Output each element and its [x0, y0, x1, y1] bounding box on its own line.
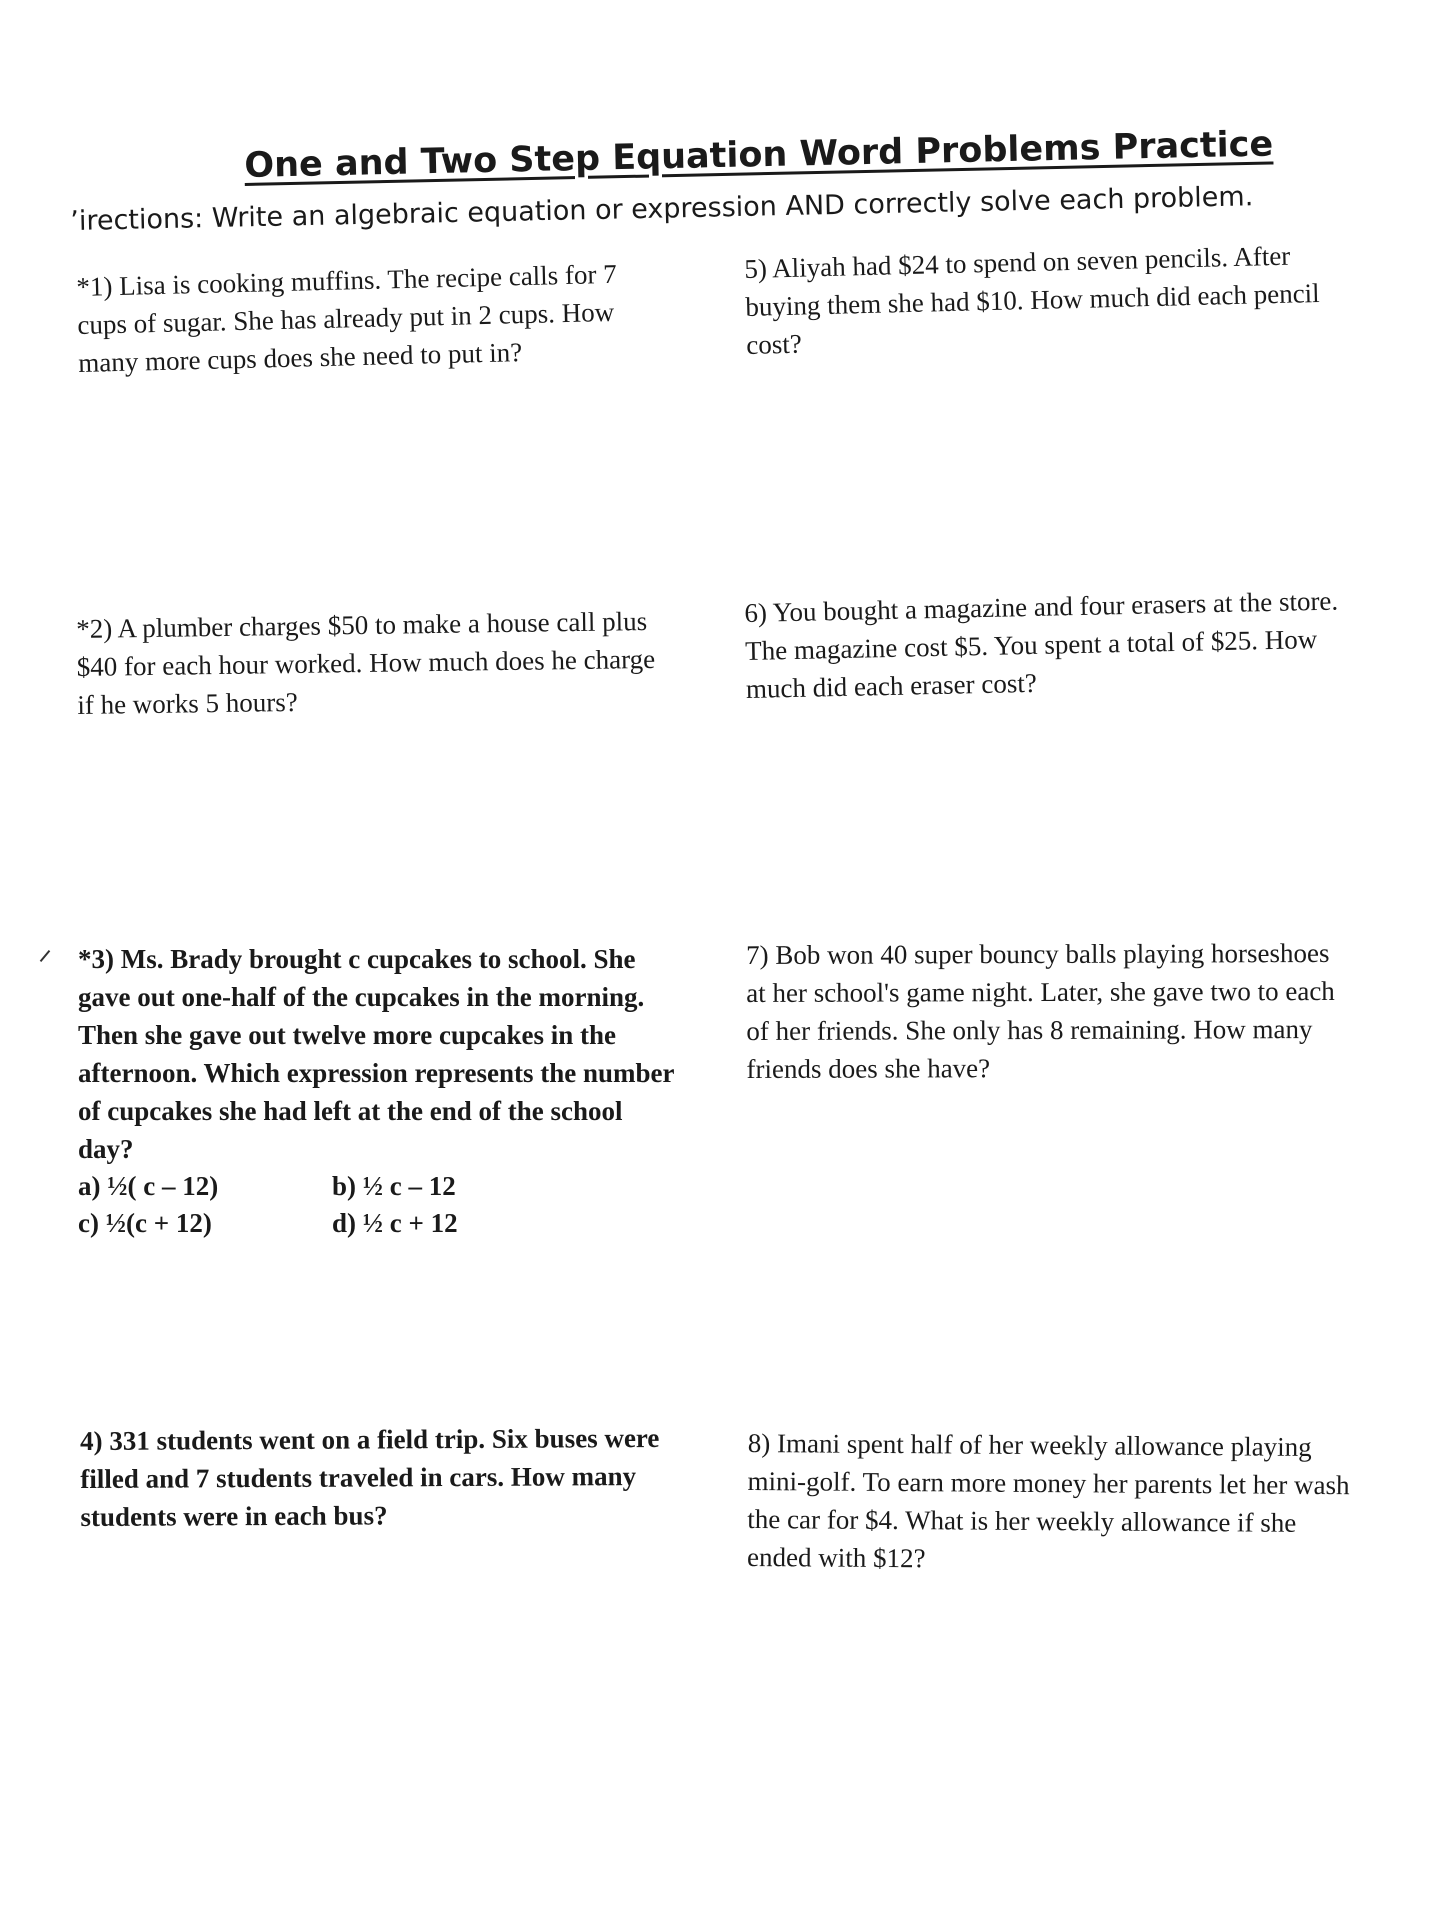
problem-4-text: 4) 331 students went on a field trip. Six buses were filled and 7 students traveled in cars. How many students were in each bus?	[80, 1422, 660, 1532]
choice-b: b) ½ c – 12	[332, 1171, 456, 1201]
problem-1-text: *1) Lisa is cooking muffins. The recipe calls for 7 cups of sugar. She has already put in 2 cups. How many more cups does she need to put in?	[76, 258, 618, 378]
choice-d: d) ½ c + 12	[332, 1208, 458, 1238]
pen-mark	[40, 950, 51, 962]
choice-a: a) ½( c – 12)	[78, 1171, 219, 1201]
problem-6-text: 6) You bought a magazine and four erasers at the store. The magazine cost $5. You spent a total of $25. How much did each eraser cost?	[744, 585, 1339, 704]
problem-2	[76, 602, 668, 724]
directions: ’irections: Write an algebraic equation or expression AND correctly solve each problem.	[70, 181, 1254, 237]
problem-5	[744, 235, 1347, 364]
problem-2-text: *2) A plumber charges $50 to make a house call plus $40 for each hour worked. How much does he charge if he works 5 hours?	[76, 606, 656, 720]
choice-c: c) ½(c + 12)	[78, 1208, 212, 1238]
problem-8-text: 8) Imani spent half of her weekly allowance playing mini-golf. To earn more money her parents let her wash the car for $4. What is her weekly allowance if she ended with $12?	[746, 1427, 1350, 1574]
problem-3-choices	[78, 1168, 678, 1242]
problem-6	[744, 581, 1346, 708]
problem-7-text: 7) Bob won 40 super bouncy balls playing horseshoes at her school's game night. Later, she gave two to each of her friends. She only has 8 remaining. How many friends does she have?	[746, 937, 1335, 1084]
worksheet-title: One and Two Step Equation Word Problems Practice	[244, 124, 1274, 186]
problem-4	[80, 1419, 681, 1536]
problem-8	[747, 1424, 1368, 1580]
problem-3	[78, 940, 678, 1242]
problem-1	[76, 254, 664, 382]
problem-7	[746, 934, 1347, 1088]
problem-3-text: *3) Ms. Brady brought c cupcakes to school. She gave out one-half of the cupcakes in the morning. Then she gave out twelve more cupcakes in the afternoon. Which expression represents the number of cupcakes she had left at the end of the school day?	[78, 944, 675, 1164]
problem-5-text: 5) Aliyah had $24 to spend on seven pencils. After buying them she had $10. How much did each pencil cost?	[744, 240, 1320, 360]
